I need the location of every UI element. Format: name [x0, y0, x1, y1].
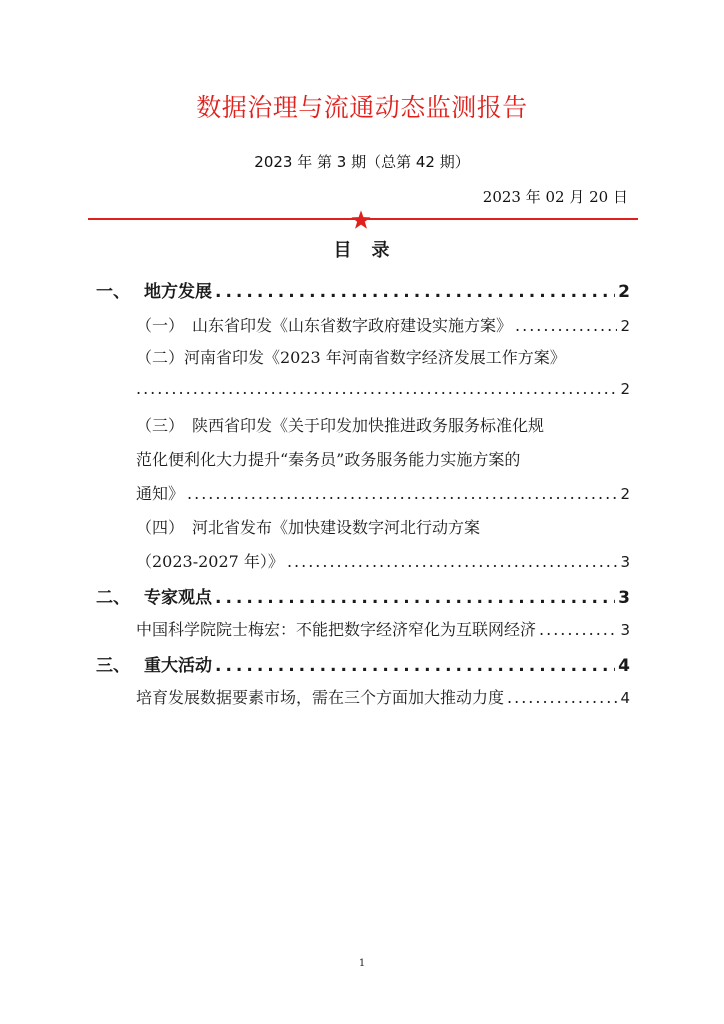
toc-item-data-market[interactable]	[136, 685, 630, 708]
dot-leader	[187, 484, 617, 503]
dot-leader	[215, 282, 615, 302]
item-text: 培育发展数据要素市场，需在三个方面加大推动力度	[136, 688, 505, 707]
toc-item-shaanxi-line-3[interactable]	[136, 481, 630, 504]
toc-item-shaanxi-line-2[interactable]	[136, 447, 630, 470]
item-page: 2	[620, 317, 630, 335]
section-number: 三、	[96, 656, 130, 676]
toc-item-hebei-line-1[interactable]	[136, 515, 630, 538]
item-text: 通知》	[136, 484, 185, 503]
item-text: 范化便利化大力提升“秦务员”政务服务能力实施方案的	[136, 450, 521, 469]
section-page: 3	[618, 588, 630, 608]
toc-item-shandong[interactable]	[136, 313, 630, 336]
toc-section-local-development[interactable]	[96, 277, 630, 302]
section-title: 专家观点	[144, 588, 212, 608]
section-title: 重大活动	[144, 656, 212, 676]
item-page: 2	[620, 485, 630, 503]
toc-section-expert-views[interactable]	[96, 583, 630, 608]
dot-leader	[136, 379, 617, 398]
issue-number: 2023 年 第 3 期（总第 42 期）	[254, 153, 470, 171]
toc-item-shaanxi-line-1[interactable]	[136, 413, 630, 436]
item-page: 4	[620, 689, 630, 707]
item-page: 3	[620, 621, 630, 639]
dot-leader	[287, 552, 618, 571]
section-number: 一、	[96, 282, 130, 302]
dot-leader	[539, 620, 617, 639]
item-text: （二）河南省印发《2023 年河南省数字经济发展工作方案》	[136, 348, 566, 367]
section-page: 4	[618, 656, 630, 676]
dot-leader	[215, 656, 615, 676]
item-page: 2	[620, 380, 630, 398]
item-text: （三） 陕西省印发《关于印发加快推进政务服务标准化规	[136, 416, 545, 435]
toc-item-meihong[interactable]	[136, 617, 630, 640]
toc-heading: 目 录	[333, 240, 391, 261]
dot-leader	[215, 588, 615, 608]
item-text: 中国科学院院士梅宏：不能把数字经济窄化为互联网经济	[136, 620, 537, 639]
item-text: （四） 河北省发布《加快建设数字河北行动方案	[136, 518, 481, 537]
report-title: 数据治理与流通动态监测报告	[196, 93, 528, 122]
toc-item-hebei-line-2[interactable]	[136, 549, 630, 572]
item-page: 3	[620, 553, 630, 571]
toc-section-major-events[interactable]	[96, 651, 630, 676]
dot-leader	[515, 316, 617, 335]
item-text: （一） 山东省印发《山东省数字政府建设实施方案》	[136, 316, 513, 335]
toc-item-henan[interactable]	[136, 345, 630, 368]
section-number: 二、	[96, 588, 130, 608]
page-number: 1	[358, 958, 366, 969]
section-title: 地方发展	[144, 282, 212, 302]
toc-item-henan-leader-line[interactable]	[136, 379, 630, 398]
red-star-icon	[350, 209, 372, 231]
dot-leader	[507, 688, 617, 707]
issue-date: 2023 年 02 月 20 日	[482, 188, 628, 206]
section-page: 2	[618, 282, 630, 302]
item-text: （2023-2027 年）》	[136, 552, 284, 571]
